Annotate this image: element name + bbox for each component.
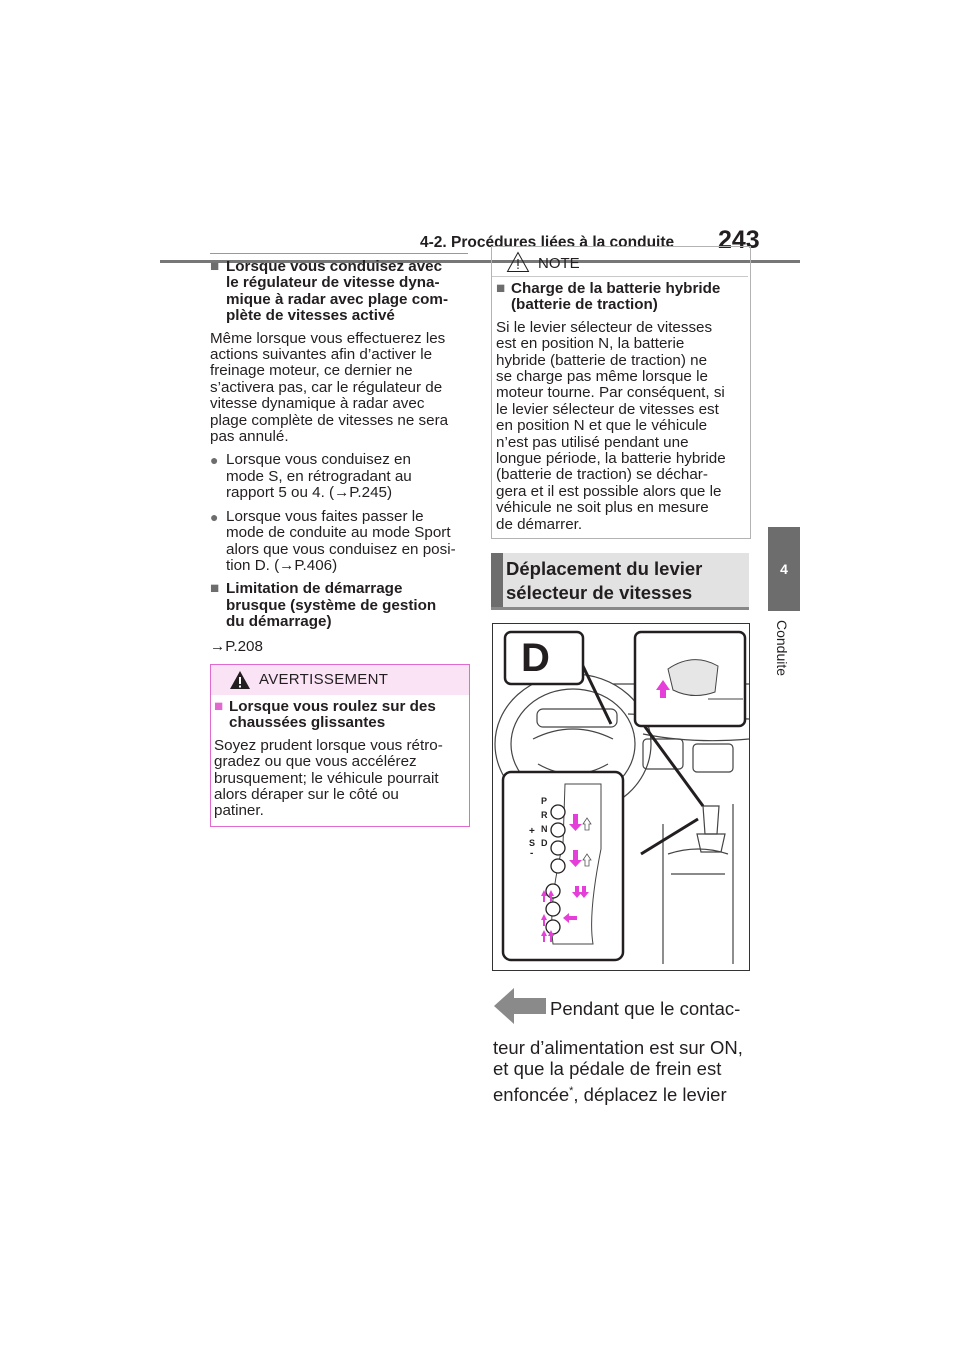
note-content (496, 281, 748, 533)
page-number: 243 (718, 226, 760, 254)
gate-label-plus: + (529, 826, 535, 837)
round-bullet-icon: ● (210, 508, 219, 525)
chapter-number-tab: 4 (768, 527, 800, 611)
gate-label-minus: - (530, 848, 534, 859)
section-header-title: 4-2. Procédures liées à la conduite (420, 234, 675, 251)
left-column (210, 259, 470, 655)
instruction-line-4: enfoncée*, déplacez le levier (493, 1084, 727, 1106)
page-reference: →P.208 (210, 637, 263, 655)
heading-start-control: ■ Limitation de démarrage brusque (système de gestion du démarrage) (210, 580, 437, 631)
square-bullet-icon: ■ (210, 258, 220, 275)
warning-header (211, 665, 469, 695)
round-bullet-icon: ● (210, 452, 219, 469)
gate-label-s: S (529, 838, 536, 848)
bullet-item-mode-s: ● Lorsque vous conduisez en mode S, en rétrogradant au rapport 5 ou 4. (→P.245) (210, 451, 412, 502)
note-header-rule (492, 276, 748, 277)
warning-title: AVERTISSEMENT (259, 671, 389, 688)
square-bullet-icon: ■ (496, 280, 506, 297)
footnote-marker: * (569, 1085, 574, 1097)
callout-letter-d: D (521, 636, 550, 680)
paragraph-radar-cruise: Même lorsque vous effectuerez les actions suivantes afin d’activer le freinage moteur, ce dernier ne s’activera pas, car le régulateur de vitesse dynamique à radar avec plage complète de vitesses ne sera pas annulé. (210, 329, 449, 446)
square-bullet-icon: ■ (210, 580, 220, 598)
note-title: NOTE (538, 255, 580, 272)
section-heading-bar (491, 553, 503, 607)
warning-triangle-icon (229, 670, 251, 690)
heading-radar-cruise: ■ Lorsque vous conduisez avec le régulateur de vitesse dyna- mique à radar avec plage com- plète de vitesses activé (210, 258, 448, 325)
instruction-line-2: teur d’alimentation est sur ON, (493, 1037, 743, 1058)
square-bullet-icon: ■ (214, 698, 224, 715)
gate-label-d: D (541, 838, 548, 848)
note-heading: ■ Charge de la batterie hybride (batterie de traction) (496, 280, 721, 314)
left-top-rule (210, 253, 468, 254)
gate-label-n: N (541, 824, 548, 834)
section-heading: Déplacement du levier sélecteur de vitesses (506, 558, 703, 603)
note-body: Si le levier sélecteur de vitesses est en position N, la batterie hybride (batterie de traction) ne se charge pas même lorsque le moteur tourne. Par conséquent, si le levier sélecteur de vitesses est en position N et que le véhicule n’est pas utilisé pendant une longue période, la batterie hybride (batterie de traction) se déchar- gera et il est possible alors que le véhicule ne soit plus en mesure de démarrer. (496, 318, 726, 533)
bullet-item-sport-mode: ● Lorsque vous faites passer le mode de conduite au mode Sport alors que vous conduisez en posi- tion D. (→P.406) (210, 507, 456, 574)
warning-body: Soyez prudent lorsque vous rétro- gradez ou que vous accélérez brusquement; le véhicule pourrait alors déraper sur le côté ou patiner. (214, 736, 443, 820)
warning-heading: ■ Lorsque vous roulez sur des chaussées glissantes (214, 698, 436, 732)
instruction-line-3: et que la pédale de frein est (493, 1058, 722, 1079)
caution-triangle-icon (506, 251, 530, 273)
back-arrow-icon (492, 986, 548, 1026)
warning-content (214, 699, 468, 820)
chapter-name-label: Conduite (774, 620, 790, 677)
instruction-line-1: Pendant que le contac- (550, 998, 741, 1019)
gear-lever-figure (492, 623, 750, 971)
gate-label-p: P (541, 796, 548, 806)
gate-label-r: R (541, 810, 548, 820)
